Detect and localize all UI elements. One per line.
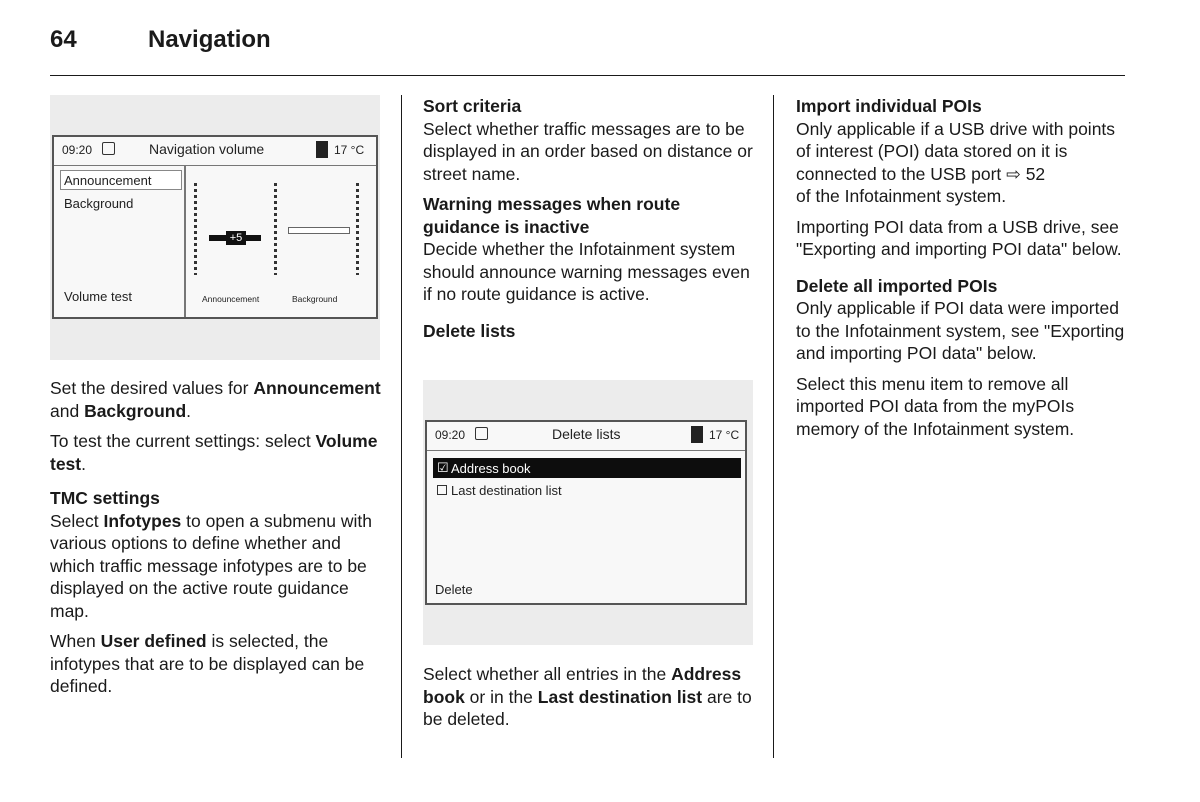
thermometer-icon [691, 426, 703, 443]
checked-box-icon: ☑ [437, 460, 449, 475]
scale-dots [356, 183, 359, 275]
header-rule [50, 75, 1125, 76]
background-slider[interactable] [288, 227, 350, 234]
column-divider-1 [401, 95, 402, 758]
delete-button[interactable]: Delete [435, 582, 473, 597]
navigation-volume-screen [52, 135, 378, 319]
thermometer-icon [316, 141, 328, 158]
chapter-title: Navigation [148, 26, 271, 53]
menu-divider [184, 165, 186, 317]
unchecked-box-icon [437, 485, 447, 495]
list-item-last-destination[interactable]: Last destination list [451, 483, 562, 498]
paragraph: Select whether traffic messages are to be displayed in an order based on distance or street name. [423, 118, 753, 184]
page-reference: 52 [1020, 163, 1046, 184]
list-item-address-book[interactable]: Address book [451, 461, 531, 476]
clock-icon [475, 427, 488, 440]
screen-title: Delete lists [552, 426, 621, 442]
heading-warning-messages: Warning messages when route guidance is inactive [423, 194, 681, 237]
scale-dots [194, 183, 197, 275]
paragraph: When User defined is selected, the infotypes that are to be displayed can be defined. [50, 631, 365, 696]
column-3 [796, 95, 1131, 448]
page-reference-icon: ⇨ [1006, 163, 1021, 184]
paragraph: Only applicable if a USB drive with points of interest (POI) data stored on it is connected to the USB port ⇨ 52 of the Infotainment system. [796, 118, 1116, 206]
heading-tmc-settings: TMC settings [50, 488, 160, 508]
delete-lists-figure [423, 380, 753, 645]
heading-import-pois: Import individual POIs [796, 96, 982, 116]
paragraph: Importing POI data from a USB drive, see "Exporting and importing POI data" below. [796, 216, 1122, 259]
temperature: 17 °C [709, 428, 740, 442]
column-divider-2 [773, 95, 774, 758]
clock-time: 09:20 [435, 428, 466, 442]
paragraph: Decide whether the Infotainment system should announce warning messages even if no route guidance is active. [423, 239, 750, 304]
status-bar [427, 422, 745, 451]
heading-sort-criteria: Sort criteria [423, 96, 522, 116]
clock-time: 09:20 [62, 143, 93, 157]
heading-delete-lists: Delete lists [423, 320, 516, 341]
temperature: 17 °C [334, 143, 365, 157]
slider-label-background: Background [292, 294, 338, 304]
column-2-bottom [423, 663, 758, 739]
column-2 [423, 95, 758, 342]
scale-dots [274, 183, 277, 275]
menu-item-volume-test[interactable]: Volume test [64, 289, 132, 304]
paragraph: To test the current settings: select Volume test. [50, 431, 378, 474]
page-number: 64 [50, 26, 77, 53]
menu-item-announcement[interactable]: Announcement [64, 173, 152, 188]
paragraph: Select Infotypes to open a submenu with various options to define whether and which traffic message infotypes are to be displayed on the active route guidance map. [50, 510, 372, 621]
menu-item-background[interactable]: Background [64, 196, 134, 211]
paragraph: Select this menu item to remove all imported POI data from the myPOIs memory of the Infotainment system. [796, 373, 1075, 439]
slider-label-announcement: Announcement [202, 294, 260, 304]
paragraph: Only applicable if POI data were imported to the Infotainment system, see "Exporting and importing POI data" below. [796, 298, 1125, 363]
heading-delete-pois: Delete all imported POIs [796, 275, 998, 296]
clock-icon [102, 142, 115, 155]
paragraph: Select whether all entries in the Address book or in the Last destination list are to be deleted. [423, 664, 752, 729]
column-1 [50, 377, 385, 706]
paragraph: Set the desired values for Announcement and Background. [50, 378, 381, 421]
delete-lists-screen [425, 420, 747, 605]
screen-title: Navigation volume [149, 141, 265, 157]
status-bar [54, 137, 376, 166]
slider-value: +5 [226, 231, 246, 245]
navigation-volume-figure [50, 95, 380, 360]
